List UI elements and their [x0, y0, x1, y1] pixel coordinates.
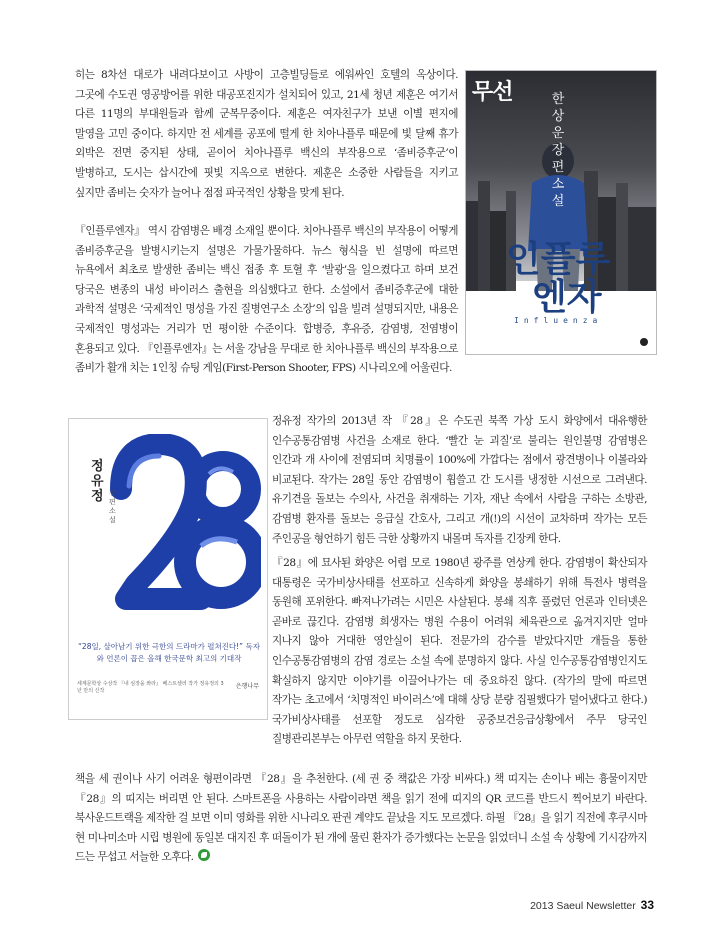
cover-footnote: 세계문학상 수상작 『내 심장을 쏴라』 베스트셀러 작가 정유정의 3년 만의 신작: [77, 681, 224, 694]
cover-publisher: 은행나무: [235, 683, 259, 690]
article-paragraph-1: 히는 8차선 대로가 내려다보이고 사방이 고층빌딩들로 에워싸인 호텔의 옥상이다. 그곳에 수도권 영공방어를 위한 대공포진지가 설치되어 있고, 21세 청년 제훈은 여기서 다른 11명의 부대원들과 함께 군복무중이다. 제훈은 여자친구가 보낸 이별 편지에 말영을 고민 중이다. 하지만 전 세계를 공포에 떨게 한 치아나플루 때문에 빛 달째 휴가 외박은 전면 중지된 상태, 곧이어 치아나플루 백신의 부작용으로 ‘좀비증후군’이 발병하고, 도시는 삽시간에 핏빛 지옥으로 변한다. 제훈은 소중한 사람들을 지키고 싶지만 좀비는 숫자가 늘어나 점점 파국적인 상황을 맞게 된다.: [75, 69, 458, 199]
cover-vertical-title: 한상운 장편소설: [551, 92, 565, 209]
cover-english-title: Influenza: [514, 316, 603, 325]
corner-dot: [640, 338, 648, 346]
cover-title-line-2: 엔자: [532, 277, 602, 318]
cover-tagline: “28일, 살아남기 위한 극한의 드라마가 펼쳐진다!” 독자와 언론이 꼽은 올해 한국문학 최고의 기대작: [78, 642, 260, 663]
paragraph-3-text: 정유정 작가의 2013년 작 『28』은 수도권 북쪽 가상 도시 화양에서 대유행한 인수공통감염병 사건을 소재로 한다. ‘빨간 눈 괴질’로 불리는 원인불명 감염병은 인간과 개 사이에 전염되며 치명률이 100%에 가깝다는 점에서 광견병이나 이볼라와 비교된다. 작가는 28일 동안 감염병이 휩쓸고 간 도시를 냉정한 시선으로 그려낸다. 유기견을 돌보는 수의사, 사건을 취재하는 기자, 재난 속에서 사람을 구하는 소방관, 감염병 환자를 돌보는 응급실 간호사, 그리고 개(!)의 시선이 교차하며 작가는 모든 주인공을 형언하기 힘든 극한 상황까지 내몰며 독자를 긴장케 한다.: [272, 415, 647, 545]
article-paragraph-2: 『인플루엔자』 역시 감염병은 배경 소재일 뿐이다. 치아나플루 백신의 부작용이 어떻게 좀비증후군을 발병시키는지 설명은 가물가물하다. 뉴스 형식을 빈 설명에 따르면 뉴욕에서 최초로 발생한 좀비는 백신 접종 후 토혈 후 ‘발광’을 일으켰다고 하며 보건 당국은 변종의 내성 바이러스 출현을 의심했다고 한다. 소설에서 좀비증후군에 대한 과학적 설명은 ‘국제적인 명성을 가진 질병연구소 소장’의 입을 빌려 설명되지만, 내용은 국제적인 명성과는 거리가 먼 평이한 수준이다. 합병증, 후유증, 감염병, 전염병이 혼용되고 있다. 『인플루엔자』는 서울 강남을 무대로 한 치아나플루 백신의 부작용으로 좀비가 활개 치는 1인칭 슈팅 게임(First-Person Shooter, FPS) 시나리오에 어울린다.: [75, 225, 458, 375]
book-cover-28: [68, 418, 268, 720]
cover-number-artwork: [91, 434, 261, 619]
article-paragraph-5: [75, 770, 647, 868]
cover-brand-logo: 무선: [472, 80, 513, 105]
cover-title-line-1: 인플루: [506, 239, 611, 280]
cover-subtitle: 장편소설: [109, 489, 116, 524]
page-number: 33: [640, 898, 654, 912]
book-cover-influenza: [465, 70, 657, 355]
paragraph-4-text: 『28』에 묘사된 화양은 어렴 모로 1980년 광주를 연상케 한다. 감염병이 확산되자 대통령은 국가비상사태를 선포하고 신속하게 화양을 봉쇄하기 위해 특전사 병력을 동원해 포위한다. 빠져나가려는 시민은 사살된다. 봉쇄 직후 풀렸던 언론과 인터넷은 곧바로 끊긴다. 감염병 희생자는 병원 수용이 어려워 체육관으로 옮겨지지만 얼마 지나지 않아 거대한 영안실이 된다. 전문가의 감수를 받았다지만 개들을 통한 인수공통감염병의 감염 경로는 소설 속에 분명하지 않다. 사실 인수공통감염병인지도 확실하지 않지만 이야기를 이끌어나가는 데 중요하진 않다. (작가의 말에 따르면 작가는 초고에서 ‘치명적인 바이러스’에 대해 상당 분량 집필했다가 덜어냈다고 한다.) 국가비상사태를 선포할 정도로 심각한 공중보건응급상황에서 주무 당국인 질병관리본부는 아무런 역할을 하지 못한다.: [272, 557, 647, 746]
article-end-icon: [198, 849, 210, 861]
cover-main-title: [506, 241, 610, 317]
newsletter-label: 2013 Saeul Newsletter: [530, 900, 636, 912]
cover-author: 정유정: [91, 459, 104, 504]
page-footer: [530, 898, 654, 912]
paragraph-5-text: 책을 세 권이나 사기 어려운 형편이라면 『28』을 추천한다. (세 권 중 책값은 가장 비싸다.) 책 띠지는 손이나 베는 흉물이지만 『28』의 띠지는 버리면 안 된다. 스마트폰을 사용하는 사람이라면 책을 읽기 전에 띠지의 QR 코드를 반드시 찍어보기 바란다. 북사운드트랙을 제작한 걸 보면 이미 영화를 위한 시나리오 판권 계약도 끝났을 지도 모르겠다. 하필 『28』을 읽기 직전에 후쿠시마 현 미나미소마 시립 병원에 동일본 대지진 후 떠돌이가 된 개에 물린 환자가 증가했다는 논문을 읽었더니 소설 속 상황에 기시감까지 드는 무섭고 서늘한 오후다.: [75, 773, 647, 864]
